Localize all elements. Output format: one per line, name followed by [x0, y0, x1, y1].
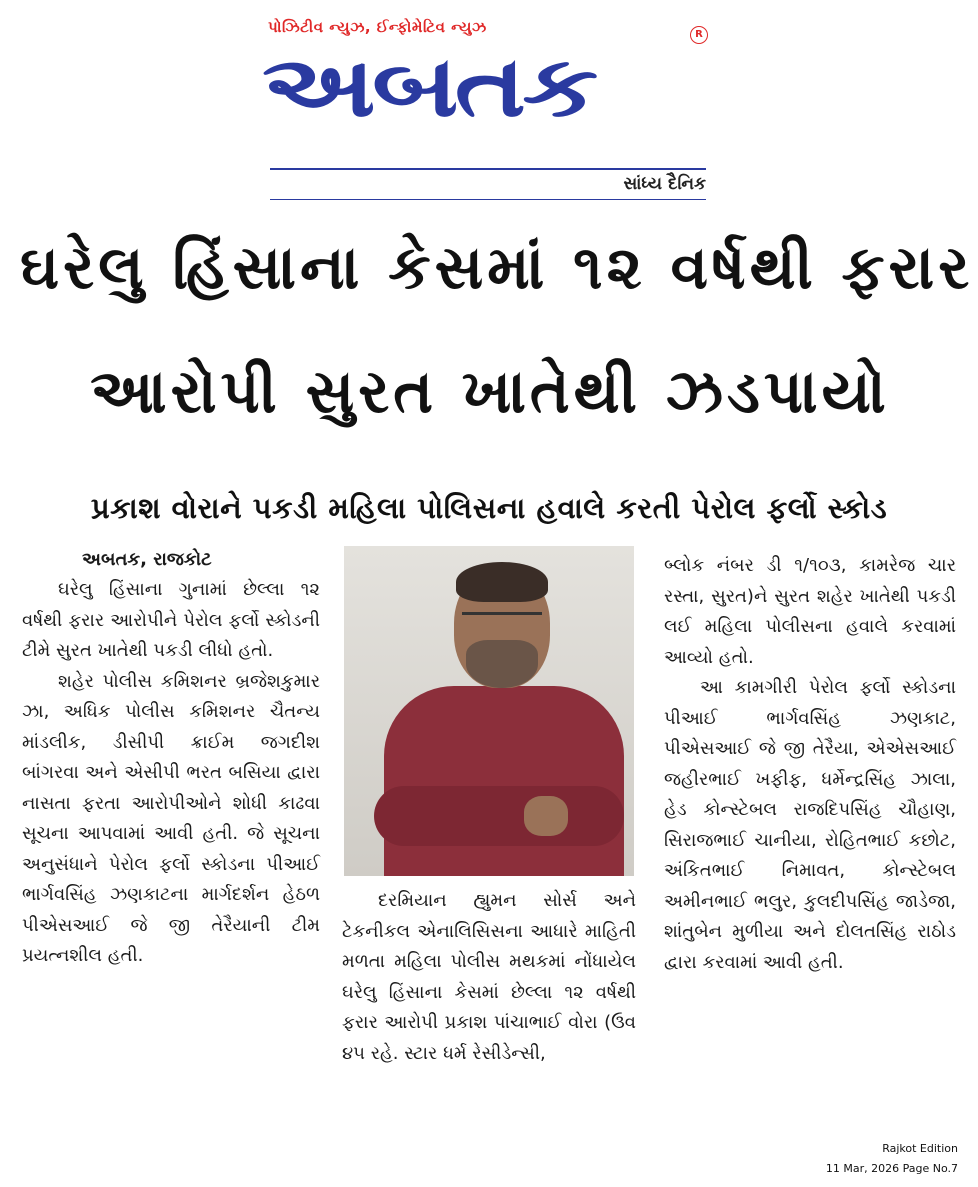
edition-label: Rajkot Edition [882, 1142, 958, 1155]
paragraph: બ્લોક નંબર ડી ૧/૧૦૩, કામરેજ ચાર રસ્તા, સુરત)ને સુરત શહેર ખાતેથી પકડી લઈ મહિલા પોલીસના હવાલે કરવામાં આવ્યો હતો. [664, 555, 956, 668]
photo-torso [384, 686, 624, 876]
paragraph: આ કામગીરી પેરોલ ફર્લો સ્કોડના પીઆઈ ભાર્ગવસિંહ ઝણકાટ, પીએસઆઈ જે જી તેરૈયા, એએસઆઈ જહીરભાઈ ખફીફ, ધર્મેન્દ્રસિંહ ઝાલા, હેડ કોન્સ્ટેબલ રાજદિપસિંહ ચૌહાણ, સિરાજભાઈ ચાનીયા, રોહિતભાઈ કછોટ, અંકિતભાઈ નિમાવત, કોન્સ્ટેબલ અમીનભાઈ ભલુર, કુલદીપસિંહ જાડેજા, શાંતુબેન મુળીયા અને દોલતસિંહ રાઠોડ દ્વારા કરવામાં આવી હતી. [664, 677, 956, 973]
article-column-1 [22, 545, 320, 972]
photo-arms [374, 786, 624, 846]
registered-mark-icon: R [690, 26, 708, 44]
masthead-tagline: પોઝિટીવ ન્યુઝ, ઈન્ફોમેટિવ ન્યુઝ [268, 18, 487, 36]
date-page-label: 11 Mar, 2026 Page No.7 [825, 1162, 958, 1175]
masthead-subtitle: સાંધ્ય દૈનિક [623, 174, 706, 194]
accused-photo [344, 546, 634, 876]
paragraph: ઘરેલુ હિંસાના ગુનામાં છેલ્લા ૧૨ વર્ષથી ફરાર આરોપીને પેરોલ ફર્લો સ્કોડની ટીમે સુરત ખાતેથી પકડી લીધો હતો. [22, 579, 320, 661]
headline-line-2: આરોપી સુરત ખાતેથી ઝડપાયો [90, 357, 890, 427]
article-column-2 [342, 886, 636, 1069]
photo-hand [524, 796, 568, 836]
masthead-rule [270, 168, 706, 170]
newspaper-logo: અબતક [262, 38, 595, 136]
paragraph: દરમિયાન હ્યુમન સોર્સ અને ટેકનીકલ એનાલિસિસના આધારે માહિતી મળતા મહિલા પોલીસ મથકમાં નોંધાયેલ ઘરેલુ હિંસાના કેસમાં છેલ્લા ૧૨ વર્ષથી ફરાર આરોપી પ્રકાશ પાંચાભાઈ વોરા (ઉવ ૪૫ રહે. સ્ટાર ધર્મ રેસીડેન્સી, [342, 890, 636, 1064]
headline-line-1: ઘરેલુ હિંસાના કેસમાં ૧૨ વર્ષથી ફરાર [20, 233, 974, 303]
article-column-3 [664, 551, 956, 978]
photo-beard [466, 640, 538, 688]
paragraph: શહેર પોલીસ કમિશનર બ્રજેશકુમાર ઝા, અધિક પોલીસ કમિશનર ચૈતન્ય માંડલીક, ડીસીપી ક્રાઈમ જગદીશ બાંગરવા અને એસીપી ભરત બસિયા દ્વારા નાસતા ફરતા આરોપીઓને શોધી કાઢવા સૂચના આપવામાં આવી હતી. જે સૂચના અનુસંધાને પેરોલ ફર્લો સ્કોડના પીઆઈ ભાર્ગવસિંહ ઝણકાટના માર્ગદર્શન હેઠળ પીએસઆઈ જે જી તેરૈયાની ટીમ પ્રયત્નશીલ હતી. [22, 670, 320, 966]
subheadline: પ્રકાશ વોરાને પકડી મહિલા પોલિસના હવાલે કરતી પેરોલ ફર્લો સ્કોડ [90, 491, 888, 525]
photo-hair [456, 562, 548, 602]
masthead-rule-bottom [270, 199, 706, 200]
dateline: અબતક, રાજકોટ [82, 549, 212, 570]
photo-glasses [462, 612, 542, 629]
